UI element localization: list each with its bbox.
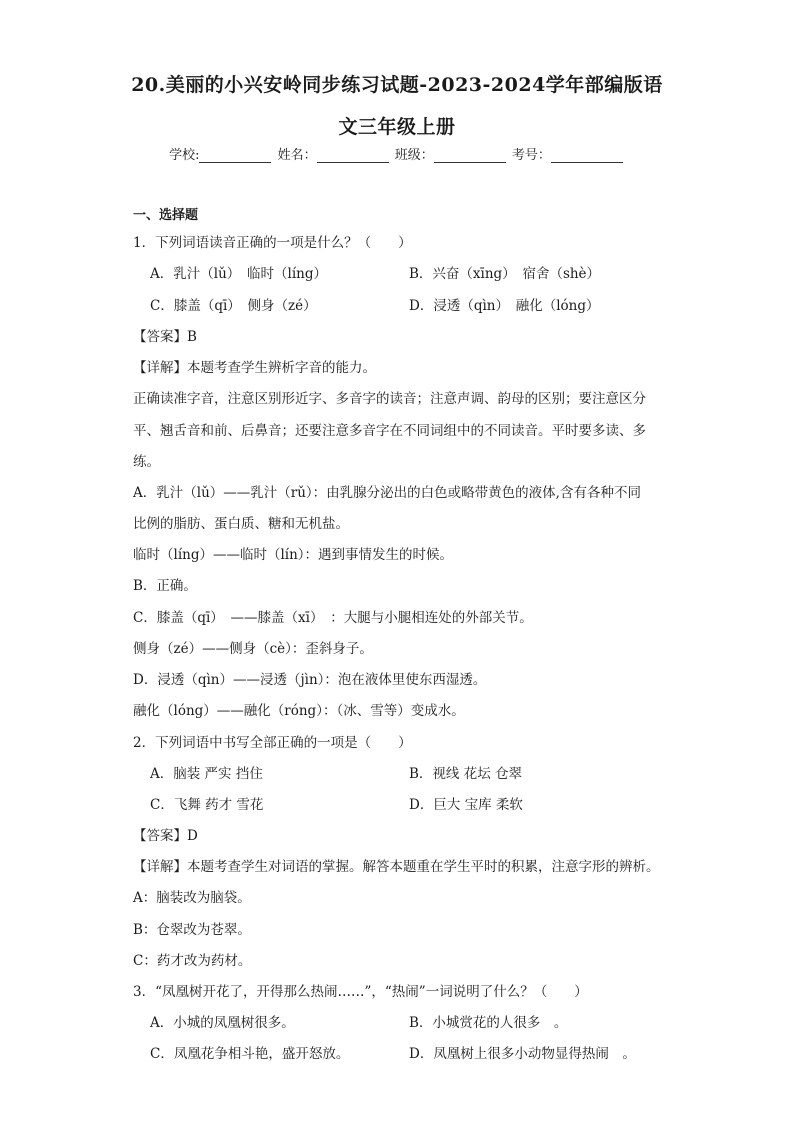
q2-option-c: C．飞舞 药才 雪花 xyxy=(150,797,264,813)
document-title-line1: 20.美丽的小兴安岭同步练习试题-2023-2024学年部编版语 xyxy=(131,74,663,96)
student-info-row xyxy=(0,144,794,163)
document-title-line2: 文三年级上册 xyxy=(338,116,456,138)
q3-stem: 3．“凤凰树开花了，开得那么热闹……”，“热闹”一词说明了什么？（ ） xyxy=(133,984,588,1000)
q1-analysis-a1: A．乳汁（lǔ）——乳汁（rǔ）：由乳腺分泌出的白色或略带黄色的液体,含有各种不同 xyxy=(133,485,641,501)
name-label: 姓名： xyxy=(277,148,317,163)
class-label: 班级： xyxy=(394,148,434,163)
number-blank[interactable] xyxy=(551,149,623,163)
q1-explain-1: 正确读准字音，注意区别形近字、多音字的读音；注意声调、韵母的区别；要注意区分 xyxy=(133,391,646,407)
q3-option-a: A．小城的凤凰树很多。 xyxy=(150,1015,295,1031)
q2-analysis-a: A：脑装改为脑袋。 xyxy=(133,890,251,906)
q2-stem: 2．下列词语中书写全部正确的一项是（ ） xyxy=(133,735,412,751)
q1-option-b: B．兴奋（xīng） 宿舍（shè） xyxy=(409,266,601,282)
q2-analysis-b: B：仓翠改为苍翠。 xyxy=(133,922,251,938)
q1-analysis-a3: 临时（líng）——临时（lín）：遇到事情发生的时候。 xyxy=(133,547,454,563)
q3-option-b: B．小城赏花的人很多 。 xyxy=(409,1015,568,1031)
q1-detail: 【详解】本题考查学生辨析字音的能力。 xyxy=(133,360,376,376)
q1-analysis-c2: 侧身（zé）——侧身（cè）：歪斜身子。 xyxy=(133,641,373,657)
q1-option-a: A．乳汁（lǔ） 临时（líng） xyxy=(150,266,327,282)
section-heading: 一、选择题 xyxy=(133,208,199,223)
school-blank[interactable] xyxy=(199,149,271,163)
q1-explain-3: 练。 xyxy=(133,454,160,470)
q1-analysis-a2: 比例的脂肪、蛋白质、糖和无机盐。 xyxy=(133,516,349,532)
q1-analysis-d1: D．浸透（qìn）——浸透（jìn）：泡在液体里使东西湿透。 xyxy=(133,672,487,688)
q1-option-d: D．浸透（qìn） 融化（lóng） xyxy=(409,298,600,314)
q1-explain-2: 平、翘舌音和前、后鼻音；还要注意多音字在不同词组中的不同读音。平时要多读、多 xyxy=(133,423,646,439)
number-label: 考号： xyxy=(511,148,551,163)
q3-option-c: C．凤凰花争相斗艳，盛开怒放。 xyxy=(150,1046,350,1062)
q1-stem: 1．下列词语读音正确的一项是什么？（ ） xyxy=(133,235,412,251)
q2-option-d: D．巨大 宝库 柔软 xyxy=(409,797,523,813)
q3-option-d: D．凤凰树上很多小动物显得热闹 。 xyxy=(409,1046,636,1062)
q1-analysis-b1: B．正确。 xyxy=(133,578,197,594)
q2-analysis-c: C：药才改为药材。 xyxy=(133,953,252,969)
q2-detail: 【详解】本题考查学生对词语的掌握。解答本题重在学生平时的积累，注意字形的辨析。 xyxy=(133,859,660,875)
q1-analysis-c1: C．膝盖（qī） ——膝盖（xī） ：大腿与小腿相连处的外部关节。 xyxy=(133,610,533,626)
name-blank[interactable] xyxy=(317,149,389,163)
q1-answer: 【答案】B xyxy=(133,329,197,345)
q2-option-b: B．视线 花坛 仓翠 xyxy=(409,766,523,782)
q2-option-a: A．脑装 严实 挡住 xyxy=(150,766,263,782)
class-blank[interactable] xyxy=(434,149,506,163)
q2-answer: 【答案】D xyxy=(133,828,198,844)
q1-analysis-d2: 融化（lóng）——融化（róng）：（冰、雪等）变成水。 xyxy=(133,703,465,719)
school-label: 学校: xyxy=(169,148,200,163)
q1-option-c: C．膝盖（qī） 侧身（zé） xyxy=(150,298,317,314)
